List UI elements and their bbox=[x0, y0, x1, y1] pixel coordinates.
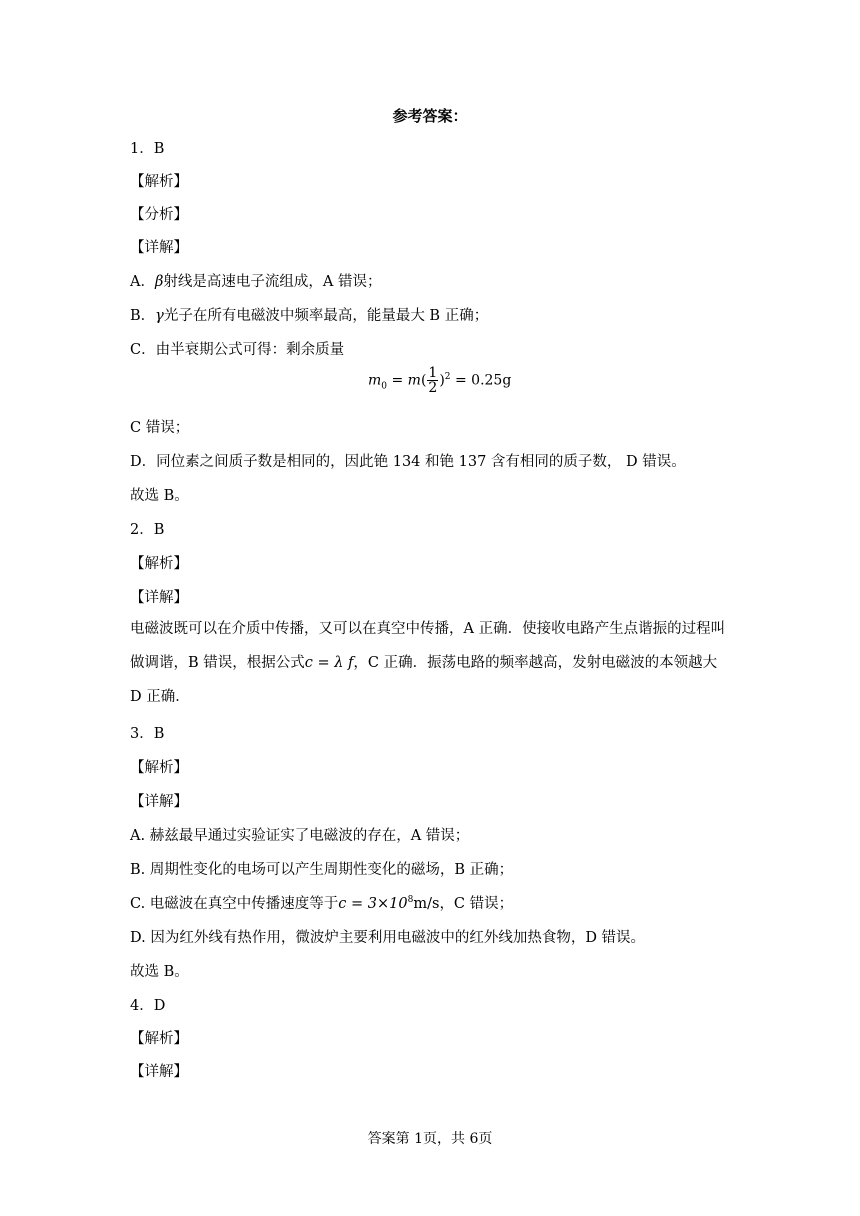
half-life-formula: $m_0 = m$( $\frac{1}{2}$ )$^2$ = 0.25g bbox=[368, 365, 512, 396]
q1-option-b: B．γ光子在所有电磁波中频率最高，能量最大 B 正确； bbox=[130, 308, 489, 324]
beta-symbol: β bbox=[154, 274, 164, 290]
q2-paragraph: 电磁波既可以在介质中传播，又可以在真空中传播，A 正确．使接收电路产生点谐振的过程叫做调谐，B 错误，根据公式c = λ f，C 正确．振荡电路的频率越高，发射电磁波的本领越大 D 正确． bbox=[130, 621, 726, 705]
q2-xiangjie-label: 【详解】 bbox=[130, 590, 188, 606]
q4-number: 4．D bbox=[130, 998, 166, 1014]
gamma-symbol: γ bbox=[155, 308, 164, 324]
q3-number: 3．B bbox=[130, 726, 165, 742]
q1-conclusion: 故选 B。 bbox=[130, 488, 189, 504]
q1-number: 1．B bbox=[130, 141, 165, 157]
light-speed-formula: c = 3×10 bbox=[338, 896, 408, 912]
q4-xiangjie-label: 【详解】 bbox=[130, 1064, 188, 1080]
q1-option-c: C．由半衰期公式可得：剩余质量 bbox=[130, 342, 345, 358]
q2-jiexi-label: 【解析】 bbox=[130, 556, 188, 572]
q1-option-a: A．β射线是高速电子流组成，A 错误； bbox=[130, 274, 382, 290]
q1-xiangjie-label: 【详解】 bbox=[130, 240, 188, 256]
q3-option-a: A. 赫兹最早通过实验证实了电磁波的存在，A 错误； bbox=[130, 828, 470, 844]
wave-formula: c = λ f bbox=[304, 655, 354, 671]
q3-option-b: B. 周期性变化的电场可以产生周期性变化的磁场，B 正确； bbox=[130, 862, 514, 878]
q3-jiexi-label: 【解析】 bbox=[130, 760, 188, 776]
page-footer: 答案第 1页，共 6页 bbox=[367, 1131, 493, 1147]
q3-option-c: C. 电磁波在真空中传播速度等于$c = 3\times 10^8m/s$，C 错误； bbox=[130, 895, 514, 912]
q3-option-d: D. 因为红外线有热作用，微波炉主要利用电磁波中的红外线加热食物，D 错误。 bbox=[130, 930, 646, 946]
q4-jiexi-label: 【解析】 bbox=[130, 1031, 188, 1047]
q1-option-d: D．同位素之间质子数是相同的，因此铯 134 和铯 137 含有相同的质子数， D 错误。 bbox=[130, 454, 686, 470]
q2-number: 2．B bbox=[130, 522, 165, 538]
fraction: $\frac{1}{2}$ bbox=[428, 365, 438, 396]
q3-xiangjie-label: 【详解】 bbox=[130, 794, 188, 810]
q1-fenxi-label: 【分析】 bbox=[130, 207, 188, 223]
q1-jiexi-label: 【解析】 bbox=[130, 174, 188, 190]
page-title: 参考答案： bbox=[392, 107, 468, 125]
q1-c-wrong: C 错误； bbox=[130, 420, 190, 436]
q3-conclusion: 故选 B。 bbox=[130, 964, 189, 980]
